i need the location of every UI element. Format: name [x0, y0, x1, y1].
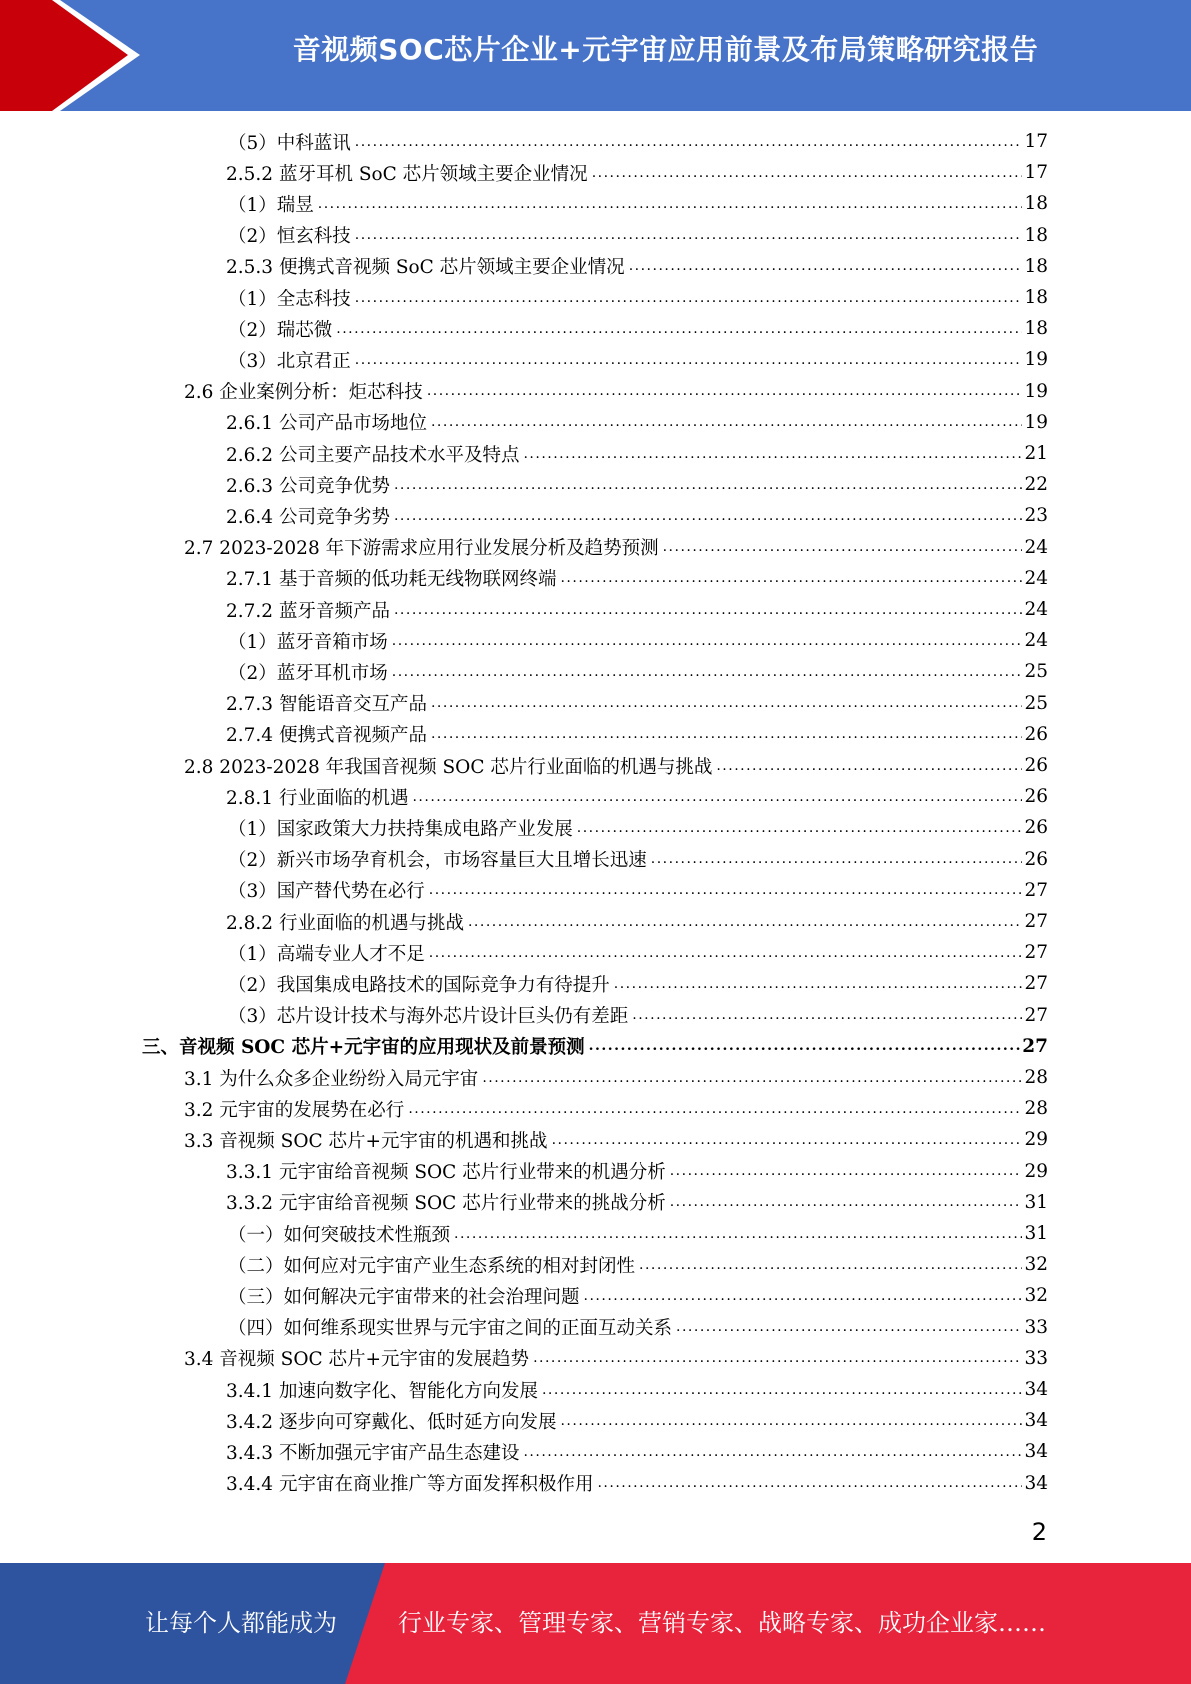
- toc-entry[interactable]: [228, 188, 1048, 219]
- toc-entry-label: 2.8.1 行业面临的机遇: [226, 787, 409, 809]
- toc-entry-page: 31: [1024, 1191, 1048, 1213]
- toc-entry-label: 3.4.1 加速向数字化、智能化方向发展: [226, 1380, 538, 1402]
- toc-entry-label: 3.3.2 元宇宙给音视频 SOC 芯片行业带来的挑战分析: [226, 1193, 666, 1215]
- toc-entry-label: （3）芯片设计技术与海外芯片设计巨头仍有差距: [228, 1006, 629, 1028]
- toc-entry-label: （1）全志科技: [228, 288, 351, 310]
- toc-entry[interactable]: [228, 656, 1048, 687]
- toc-entry[interactable]: [228, 1312, 1048, 1343]
- toc-entry-label: 2.6.3 公司竞争优势: [226, 475, 390, 497]
- toc-entry[interactable]: [226, 781, 1048, 812]
- toc-leader-dots: [651, 851, 1023, 867]
- toc-entry-page: 27: [1024, 973, 1048, 995]
- toc-entry[interactable]: [226, 563, 1048, 594]
- toc-leader-dots: [394, 477, 1022, 493]
- toc-entry[interactable]: [228, 220, 1048, 251]
- toc-leader-dots: [629, 258, 1023, 274]
- toc-entry-label: 3.3 音视频 SOC 芯片+元宇宙的机遇和挑战: [184, 1130, 548, 1152]
- toc-leader-dots: [431, 414, 1022, 430]
- toc-entry-page: 19: [1024, 380, 1048, 402]
- toc-entry-page: 32: [1024, 1285, 1048, 1307]
- toc-entry-label: （1）国家政策大力扶持集成电路产业发展: [228, 818, 573, 840]
- toc-leader-dots: [336, 321, 1022, 337]
- toc-entry-page: 18: [1024, 255, 1048, 277]
- toc-leader-dots: [454, 1226, 1022, 1242]
- toc-entry[interactable]: [226, 906, 1048, 937]
- toc-entry-page: 33: [1024, 1347, 1048, 1369]
- toc-entry-page: 17: [1024, 131, 1048, 152]
- toc-entry[interactable]: [184, 1343, 1048, 1374]
- toc-leader-dots: [431, 695, 1022, 711]
- toc-leader-dots: [614, 976, 1023, 992]
- toc-entry-label: 2.7.4 便携式音视频产品: [226, 725, 427, 747]
- toc-entry-page: 32: [1024, 1254, 1048, 1276]
- toc-entry-label: 2.6.4 公司竞争劣势: [226, 506, 390, 528]
- toc-entry-page: 34: [1024, 1410, 1048, 1432]
- toc-entry-label: 2.5.2 蓝牙耳机 SoC 芯片领域主要企业情况: [226, 163, 588, 185]
- toc-entry-page: 28: [1024, 1098, 1048, 1120]
- toc-leader-dots: [482, 1070, 1022, 1086]
- toc-entry-label: 2.6.2 公司主要产品技术水平及特点: [226, 444, 520, 466]
- toc-entry[interactable]: [184, 532, 1048, 563]
- toc-entry-label: （四）如何维系现实世界与元宇宙之间的正面互动关系: [228, 1318, 673, 1340]
- toc-leader-dots: [355, 290, 1023, 306]
- toc-entry-page: 26: [1024, 755, 1048, 776]
- toc-entry-page: 24: [1024, 567, 1048, 589]
- toc-entry[interactable]: [226, 594, 1048, 625]
- toc-entry-page: 26: [1024, 817, 1048, 839]
- toc-leader-dots: [394, 602, 1022, 618]
- toc-entry-page: 26: [1024, 848, 1048, 870]
- toc-entry-label: （二）如何应对元宇宙产业生态系统的相对封闭性: [228, 1255, 636, 1277]
- toc-entry[interactable]: [184, 1093, 1048, 1124]
- toc-entry[interactable]: [226, 1374, 1048, 1405]
- toc-entry[interactable]: [228, 344, 1048, 375]
- toc-entry[interactable]: [228, 625, 1048, 656]
- toc-entry-label: （2）我国集成电路技术的国际竞争力有待提升: [228, 974, 610, 996]
- toc-leader-dots: [533, 1350, 1022, 1366]
- toc-leader-dots: [584, 1288, 1023, 1304]
- toc-entry-page: 22: [1024, 474, 1048, 496]
- toc-entry[interactable]: [226, 1187, 1048, 1218]
- toc-leader-dots: [560, 570, 1022, 586]
- toc-entry-label: 2.8 2023-2028 年我国音视频 SOC 芯片行业面临的机遇与挑战: [184, 756, 713, 778]
- toc-entry-label: 2.6 企业案例分析：炬芯科技: [184, 382, 423, 404]
- toc-entry-label: 2.7.1 基于音频的低功耗无线物联网终端: [226, 569, 557, 591]
- toc-entry-page: 18: [1024, 193, 1048, 215]
- toc-entry-label: 3.3.1 元宇宙给音视频 SOC 芯片行业带来的机遇分析: [226, 1162, 666, 1184]
- toc-entry-label: （2）恒玄科技: [228, 226, 351, 248]
- toc-entry-page: 27: [1024, 942, 1048, 964]
- toc-leader-dots: [670, 1163, 1023, 1179]
- toc-leader-dots: [589, 1038, 1021, 1054]
- toc-entry-page: 28: [1024, 1067, 1048, 1088]
- toc-entry-page: 26: [1024, 786, 1048, 808]
- toc-entry[interactable]: [226, 1405, 1048, 1436]
- toc-entry-label: 2.8.2 行业面临的机遇与挑战: [226, 912, 464, 934]
- toc-entry-page: 21: [1024, 443, 1048, 464]
- toc-entry-label: （1）蓝牙音箱市场: [228, 631, 388, 653]
- toc-entry-page: 17: [1024, 162, 1048, 184]
- toc-entry-label: 3.2 元宇宙的发展势在必行: [184, 1099, 405, 1121]
- toc-entry-page: 27: [1024, 879, 1048, 901]
- toc-leader-dots: [716, 758, 1022, 774]
- toc-entry-page: 27: [1024, 1004, 1048, 1026]
- toc-entry-page: 25: [1024, 661, 1048, 683]
- toc-entry-label: 3.4.4 元宇宙在商业推广等方面发挥积极作用: [226, 1474, 594, 1496]
- toc-entry[interactable]: [228, 1249, 1048, 1280]
- toc-entry[interactable]: [226, 1436, 1048, 1467]
- toc-entry[interactable]: [226, 500, 1048, 531]
- toc-entry[interactable]: [228, 844, 1048, 875]
- toc-entry[interactable]: [228, 968, 1048, 999]
- toc-entry-page: 24: [1024, 536, 1048, 558]
- toc-entry[interactable]: [226, 688, 1048, 719]
- toc-leader-dots: [429, 882, 1023, 898]
- toc-leader-dots: [523, 446, 1022, 462]
- toc-entry-page: 27: [1024, 911, 1048, 932]
- toc-leader-dots: [639, 1257, 1022, 1273]
- toc-entry-label: （2）瑞芯微: [228, 319, 333, 341]
- toc-leader-dots: [355, 352, 1023, 368]
- toc-entry[interactable]: [228, 875, 1048, 906]
- toc-leader-dots: [318, 196, 1023, 212]
- toc-leader-dots: [355, 134, 1023, 150]
- toc-leader-dots: [577, 820, 1023, 836]
- toc-leader-dots: [542, 1382, 1022, 1398]
- toc-leader-dots: [560, 1413, 1022, 1429]
- toc-leader-dots: [670, 1194, 1023, 1210]
- toc-entry-label: （3）北京君正: [228, 350, 351, 372]
- toc-entry[interactable]: [226, 1468, 1048, 1499]
- toc-leader-dots: [355, 227, 1023, 243]
- toc-entry-page: 34: [1024, 1379, 1048, 1400]
- toc-entry-page: 18: [1024, 224, 1048, 246]
- toc-entry-label: （1）高端专业人才不足: [228, 943, 425, 965]
- toc-leader-dots: [431, 726, 1022, 742]
- toc-entry-page: 24: [1024, 630, 1048, 652]
- toc-entry[interactable]: [228, 1280, 1048, 1311]
- toc-entry[interactable]: [228, 1218, 1048, 1249]
- toc-leader-dots: [468, 914, 1022, 930]
- toc-entry-label: 三、音视频 SOC 芯片+元宇宙的应用现状及前景预测: [142, 1037, 585, 1059]
- toc-entry-page: 26: [1024, 723, 1048, 745]
- toc-entry-label: 3.4.3 不断加强元宇宙产品生态建设: [226, 1442, 520, 1464]
- toc-leader-dots: [597, 1475, 1022, 1491]
- toc-entry[interactable]: [142, 1031, 1048, 1062]
- toc-entry[interactable]: [184, 750, 1048, 781]
- toc-entry-label: （2）新兴市场孕育机会，市场容量巨大且增长迅速: [228, 850, 647, 872]
- toc-entry[interactable]: [228, 937, 1048, 968]
- toc-entry[interactable]: [226, 407, 1048, 438]
- toc-leader-dots: [394, 508, 1022, 524]
- toc-entry[interactable]: [226, 251, 1048, 282]
- toc-entry[interactable]: [226, 438, 1048, 469]
- toc-leader-dots: [632, 1007, 1022, 1023]
- toc-entry[interactable]: [226, 157, 1048, 188]
- toc-entry-label: （一）如何突破技术性瓶颈: [228, 1224, 451, 1246]
- toc-entry-page: 34: [1024, 1441, 1048, 1463]
- toc-entry-label: （1）瑞昱: [228, 194, 314, 216]
- report-title: 音视频SOC芯片企业+元宇宙应用前景及布局策略研究报告: [292, 33, 1039, 66]
- toc-entry-page: 18: [1024, 318, 1048, 340]
- toc-leader-dots: [392, 633, 1023, 649]
- toc-entry-page: 19: [1024, 411, 1048, 433]
- footer-slogan-right: 行业专家、管理专家、营销专家、战略专家、成功企业家……: [398, 1609, 1046, 1637]
- toc-entry-label: 3.1 为什么众多企业纷纷入局元宇宙: [184, 1068, 479, 1090]
- toc-entry[interactable]: [228, 812, 1048, 843]
- toc-entry-label: 2.6.1 公司产品市场地位: [226, 413, 427, 435]
- toc-entry-page: 29: [1024, 1160, 1048, 1182]
- toc-leader-dots: [392, 664, 1023, 680]
- toc-entry[interactable]: [228, 282, 1048, 313]
- toc-leader-dots: [412, 789, 1022, 805]
- toc-leader-dots: [429, 945, 1023, 961]
- toc-entry-page: 33: [1024, 1316, 1048, 1338]
- toc-entry-label: （三）如何解决元宇宙带来的社会治理问题: [228, 1286, 580, 1308]
- toc-entry-label: 3.4.2 逐步向可穿戴化、低时延方向发展: [226, 1411, 557, 1433]
- toc-entry-page: 19: [1024, 349, 1048, 371]
- toc-entry[interactable]: [184, 1124, 1048, 1155]
- toc-entry-page: 18: [1024, 287, 1048, 308]
- toc-entry-label: 2.7 2023-2028 年下游需求应用行业发展分析及趋势预测: [184, 538, 659, 560]
- page-number: 2: [1031, 1518, 1047, 1546]
- toc-entry-page: 24: [1024, 599, 1048, 620]
- toc-entry-label: 3.4 音视频 SOC 芯片+元宇宙的发展趋势: [184, 1349, 530, 1371]
- toc-entry-label: 2.7.3 智能语音交互产品: [226, 694, 427, 716]
- toc-entry-page: 31: [1024, 1223, 1048, 1244]
- toc-entry-page: 34: [1024, 1472, 1048, 1494]
- toc-leader-dots: [408, 1101, 1022, 1117]
- toc-entry[interactable]: [228, 1000, 1048, 1031]
- page-header: [0, 0, 1191, 111]
- toc-entry-label: 2.7.2 蓝牙音频产品: [226, 600, 390, 622]
- toc-entry-page: 29: [1024, 1129, 1048, 1151]
- toc-entry[interactable]: [226, 469, 1048, 500]
- toc-entry-label: 2.5.3 便携式音视频 SoC 芯片领域主要企业情况: [226, 257, 625, 279]
- toc-entry-label: （2）蓝牙耳机市场: [228, 662, 388, 684]
- toc-entry[interactable]: [228, 126, 1048, 157]
- toc-leader-dots: [427, 383, 1023, 399]
- toc-entry[interactable]: [184, 376, 1048, 407]
- toc-entry[interactable]: [184, 1062, 1048, 1093]
- toc-leader-dots: [523, 1444, 1022, 1460]
- toc-entry-label: （5）中科蓝讯: [228, 132, 351, 154]
- toc-entry[interactable]: [226, 1156, 1048, 1187]
- toc-entry-page: 25: [1024, 692, 1048, 714]
- toc-entry-label: （3）国产替代势在必行: [228, 881, 425, 903]
- toc-leader-dots: [592, 165, 1023, 181]
- toc-leader-dots: [552, 1132, 1023, 1148]
- page-footer: [0, 1563, 1191, 1684]
- footer-slogan-left: 让每个人都能成为: [145, 1609, 337, 1637]
- toc-entry-page: 27: [1022, 1035, 1048, 1057]
- toc-leader-dots: [676, 1319, 1022, 1335]
- toc-entry[interactable]: [228, 313, 1048, 344]
- toc-entry[interactable]: [226, 719, 1048, 750]
- toc-entry-page: 23: [1024, 505, 1048, 527]
- toc-leader-dots: [663, 539, 1023, 555]
